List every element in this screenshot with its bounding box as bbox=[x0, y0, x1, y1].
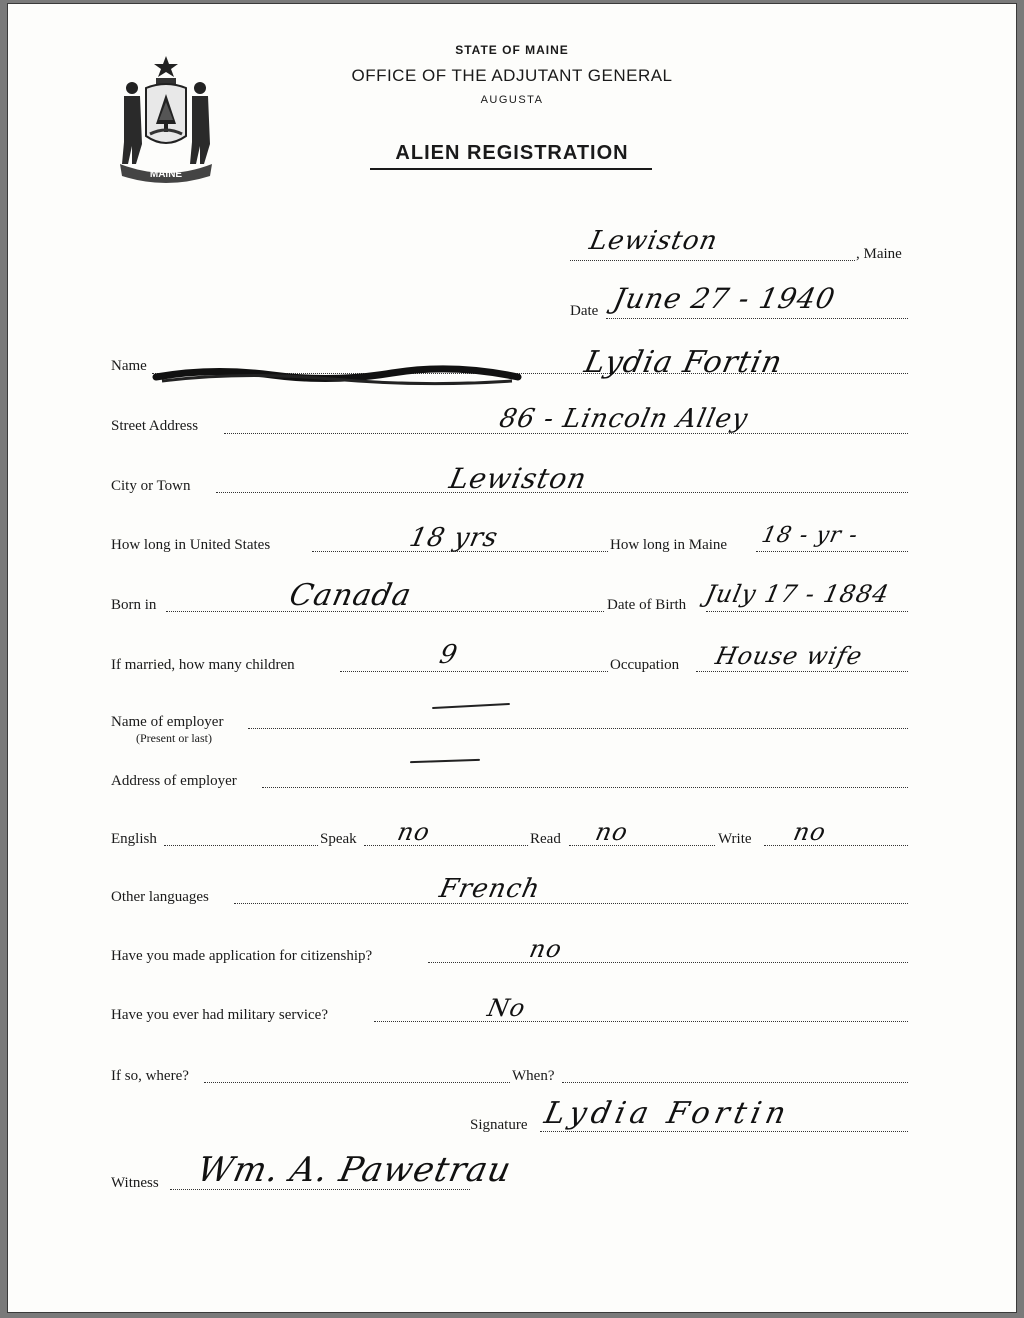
military-value: No bbox=[485, 994, 529, 1022]
languages-value: French bbox=[436, 874, 544, 904]
crossed-out-name bbox=[152, 365, 522, 387]
signature-line bbox=[540, 1131, 908, 1132]
born-label: Born in bbox=[111, 597, 157, 613]
english-label: English bbox=[111, 831, 157, 847]
witness-value: Wm. A. Pawetrau bbox=[193, 1150, 516, 1190]
witness-label: Witness bbox=[111, 1175, 159, 1191]
when-label: When? bbox=[512, 1068, 555, 1084]
military-label: Have you ever had military service? bbox=[111, 1007, 328, 1023]
speak-value: no bbox=[395, 818, 433, 846]
military-line bbox=[374, 1021, 908, 1022]
header-city: AUGUSTA bbox=[480, 94, 544, 106]
place-value: Lewiston bbox=[586, 226, 721, 256]
read-value: no bbox=[593, 818, 631, 846]
years-me-value: 18 - yr - bbox=[759, 523, 861, 548]
citizenship-line bbox=[428, 962, 908, 963]
date-label: Date bbox=[570, 303, 599, 319]
occupation-label: Occupation bbox=[610, 657, 680, 673]
speak-label: Speak bbox=[320, 831, 357, 847]
employer-sublabel: (Present or last) bbox=[136, 731, 212, 745]
date-line bbox=[606, 318, 908, 319]
city-label: City or Town bbox=[111, 478, 191, 494]
write-label: Write bbox=[718, 831, 752, 847]
header-office: OFFICE OF THE ADJUTANT GENERAL bbox=[351, 66, 673, 85]
where-label: If so, where? bbox=[111, 1068, 189, 1084]
place-line bbox=[570, 260, 855, 261]
write-value: no bbox=[791, 818, 829, 846]
years-us-value: 18 yrs bbox=[406, 523, 502, 553]
title-underline bbox=[370, 168, 652, 170]
born-value: Canada bbox=[286, 578, 415, 613]
years-me-label: How long in Maine bbox=[610, 537, 728, 553]
date-value: June 27 - 1940 bbox=[610, 282, 839, 315]
when-line bbox=[562, 1082, 908, 1083]
employer-line bbox=[248, 728, 908, 729]
children-value: 9 bbox=[436, 640, 461, 670]
occupation-value: House wife bbox=[713, 642, 866, 670]
read-label: Read bbox=[530, 831, 561, 847]
city-value: Lewiston bbox=[446, 462, 591, 495]
signature-label: Signature bbox=[470, 1117, 528, 1133]
where-line bbox=[204, 1082, 510, 1083]
place-suffix: , Maine bbox=[856, 246, 902, 262]
svg-text:MAINE: MAINE bbox=[149, 169, 183, 180]
children-label: If married, how many children bbox=[111, 657, 295, 673]
children-line bbox=[340, 671, 608, 672]
languages-line bbox=[234, 903, 908, 904]
dob-value: July 17 - 1884 bbox=[703, 580, 892, 608]
dob-line bbox=[706, 611, 908, 612]
citizenship-value: no bbox=[527, 935, 565, 963]
employer-label: Name of employer bbox=[111, 714, 224, 730]
years-us-label: How long in United States bbox=[111, 537, 271, 553]
form-title: ALIEN REGISTRATION bbox=[395, 142, 629, 164]
read-line bbox=[569, 845, 715, 846]
occupation-line bbox=[696, 671, 908, 672]
years-me-line bbox=[756, 551, 908, 552]
employer-address-line bbox=[262, 787, 908, 788]
signature-value: Lydia Fortin bbox=[541, 1096, 794, 1131]
header-state: STATE OF MAINE bbox=[455, 43, 569, 57]
languages-label: Other languages bbox=[111, 889, 209, 905]
english-line bbox=[164, 845, 318, 846]
street-label: Street Address bbox=[111, 418, 199, 434]
write-line bbox=[764, 845, 908, 846]
street-value: 86 - Lincoln Alley bbox=[496, 404, 751, 434]
speak-line bbox=[364, 845, 528, 846]
employer-address-label: Address of employer bbox=[111, 773, 237, 789]
name-label: Name bbox=[111, 358, 147, 374]
name-value: Lydia Fortin bbox=[581, 345, 786, 380]
dob-label: Date of Birth bbox=[607, 597, 687, 613]
citizenship-label: Have you made application for citizenship? bbox=[111, 948, 373, 964]
